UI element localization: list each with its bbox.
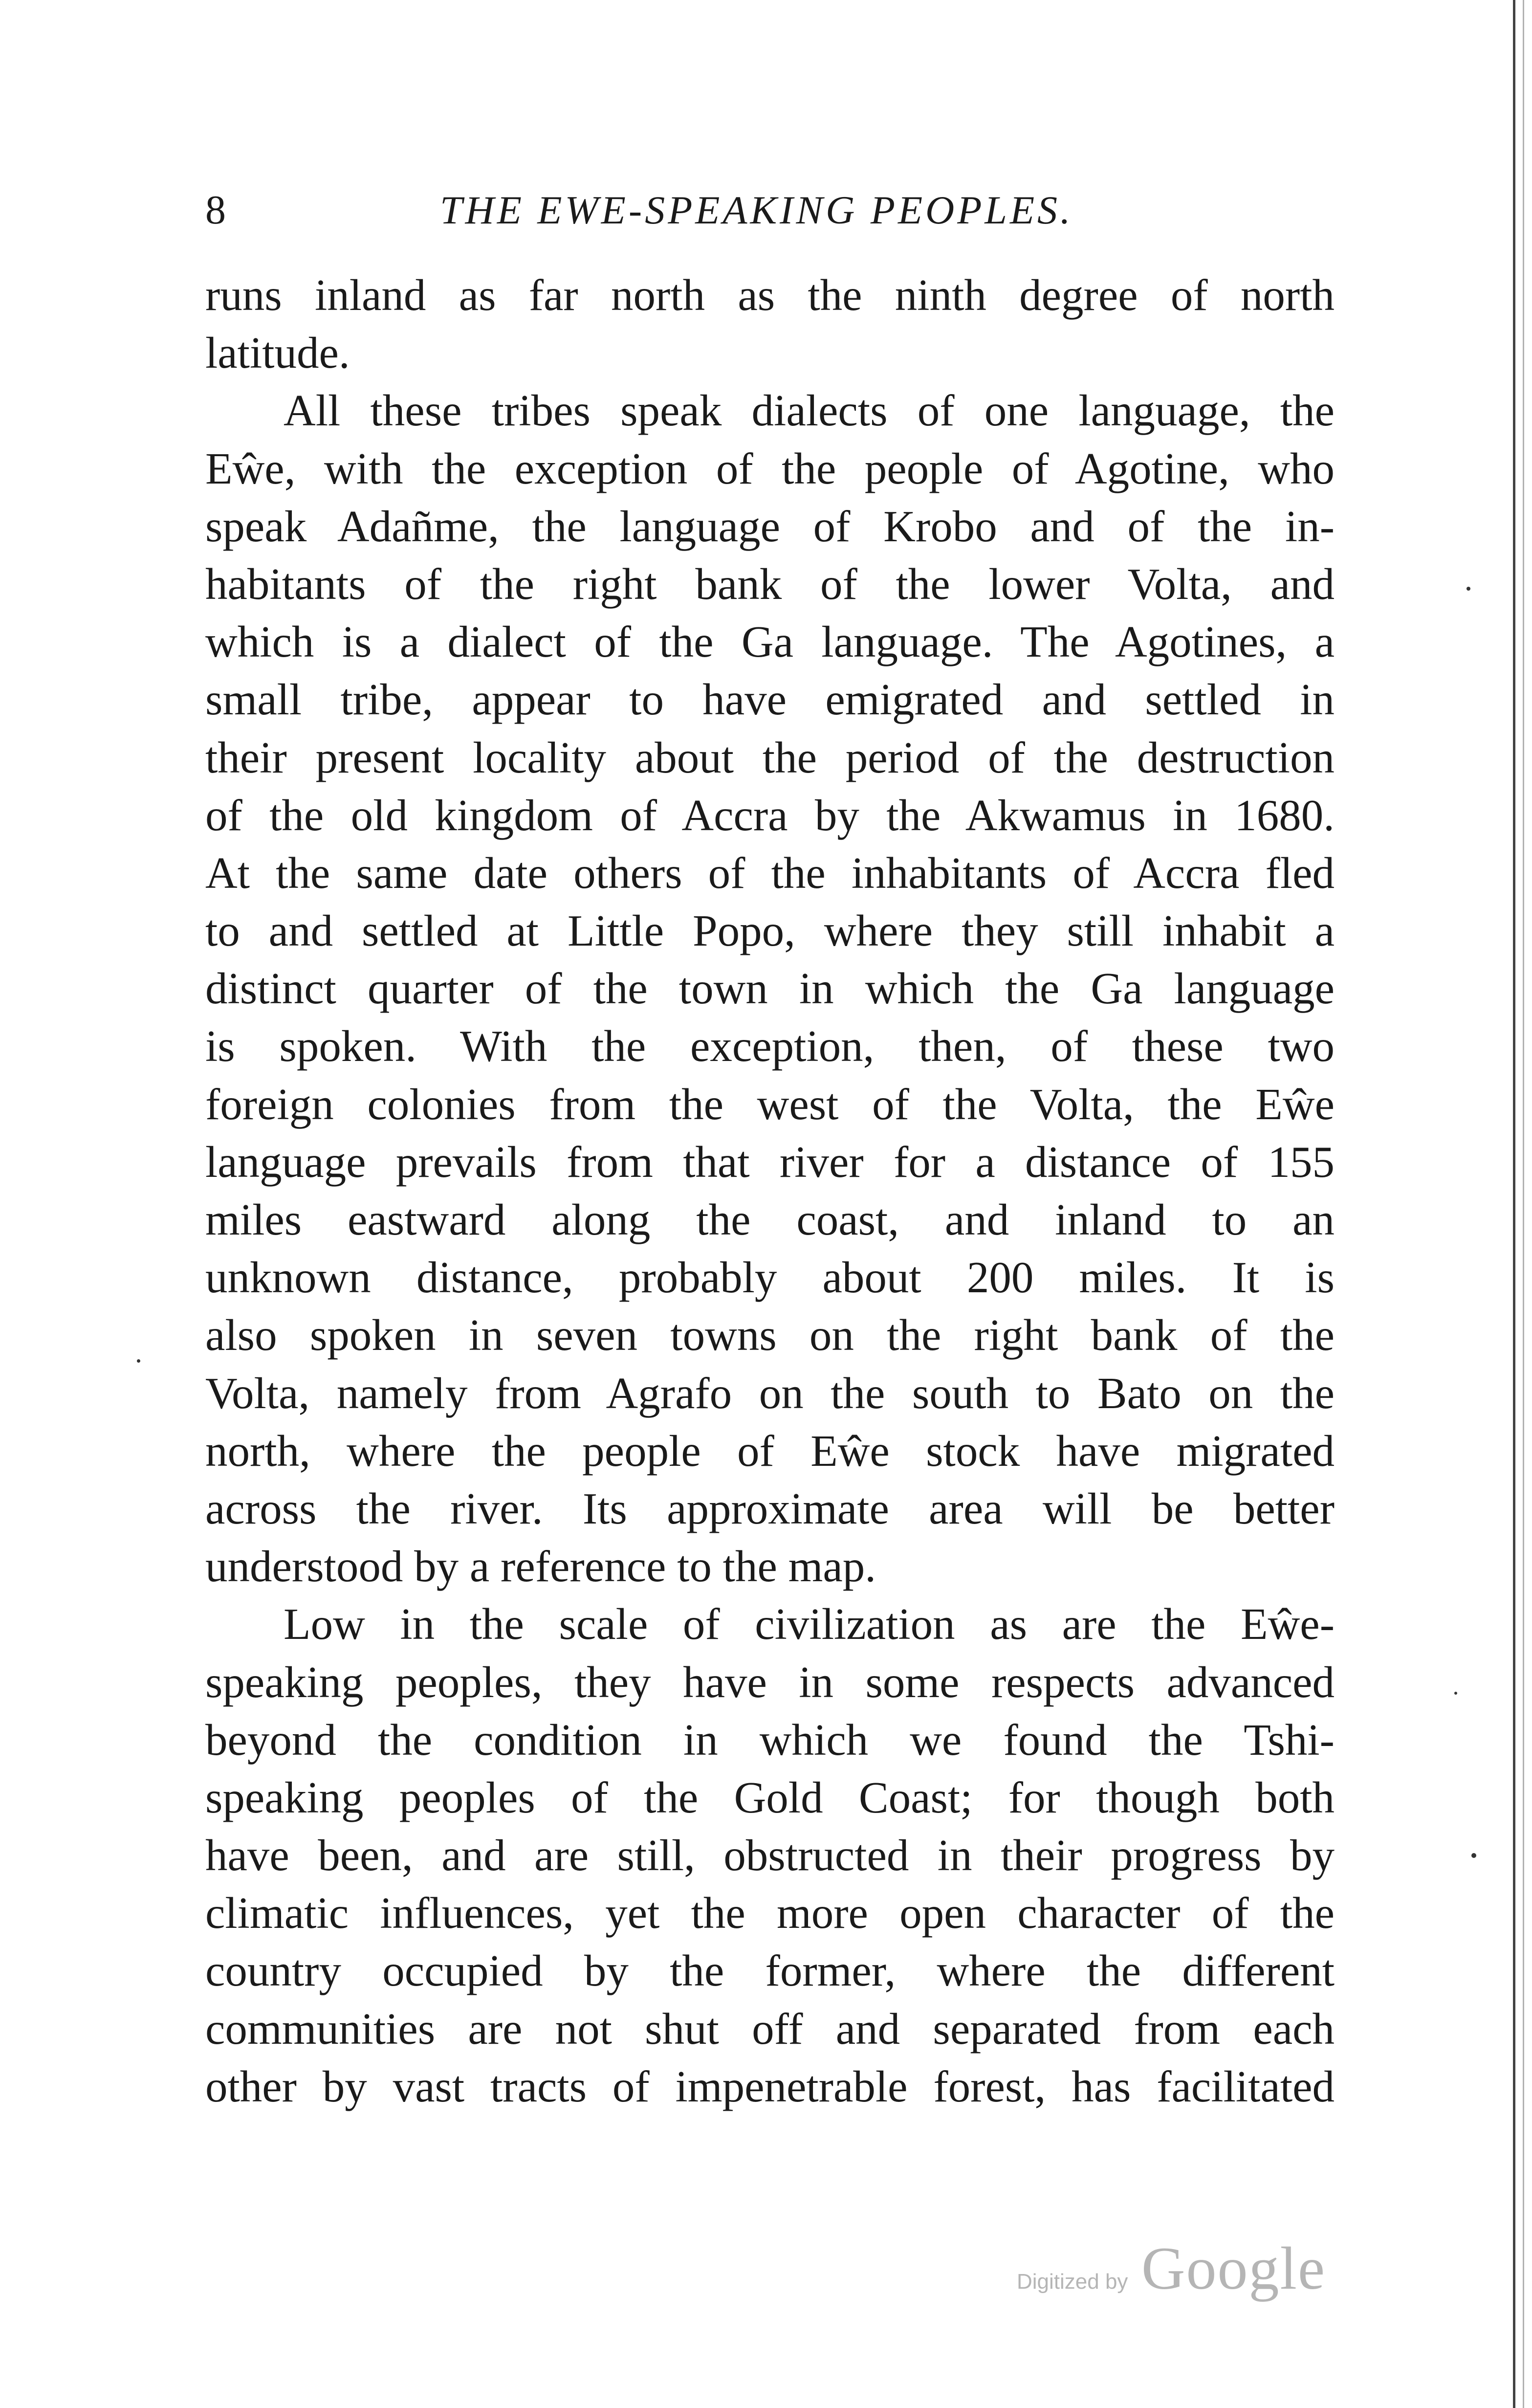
running-title: THE EWE-SPEAKING PEOPLES. <box>440 188 1073 232</box>
text-line: also spoken in seven towns on the right bank of the <box>205 1310 1335 1360</box>
text-line: of the old kingdom of Accra by the Akwamus in 1680. <box>205 790 1335 840</box>
watermark-google-logo: Google <box>1141 2235 1326 2302</box>
text-line: At the same date others of the inhabitants of Accra fled <box>205 848 1335 898</box>
text-line: which is a dialect of the Ga language. The Agotines, a <box>205 617 1335 667</box>
page-number: 8 <box>205 187 226 233</box>
text-line: Eŵe, with the exception of the people of Agotine, who <box>205 443 1335 493</box>
text-line: is spoken. With the exception, then, of these two <box>205 1021 1335 1071</box>
text-line: to and settled at Little Popo, where they still inhabit a <box>205 906 1335 956</box>
text-line: habitants of the right bank of the lower Volta, and <box>205 559 1335 609</box>
text-line: All these tribes speak dialects of one language, the <box>284 386 1335 436</box>
page-header <box>205 183 1339 237</box>
text-line: foreign colonies from the west of the Volta, the Eŵe <box>205 1079 1335 1129</box>
text-line: runs inland as far north as the ninth degree of north <box>205 270 1335 320</box>
text-line: communities are not shut off and separated from each <box>205 2004 1335 2054</box>
text-line: north, where the people of Eŵe stock have migrated <box>205 1426 1335 1476</box>
text-line: beyond the condition in which we found the Tshi- <box>205 1715 1335 1765</box>
text-line: miles eastward along the coast, and inland to an <box>205 1195 1335 1244</box>
scan-speck <box>1466 587 1470 591</box>
watermark-digitized-by: Digitized by <box>1017 2270 1128 2294</box>
text-line: Low in the scale of civilization as are the Eŵe- <box>284 1599 1335 1649</box>
text-line: Volta, namely from Agrafo on the south to Bato on the <box>205 1368 1335 1418</box>
scan-speck <box>137 1359 140 1363</box>
text-line: latitude. <box>205 328 350 378</box>
scan-speck <box>1454 1692 1457 1695</box>
text-line: country occupied by the former, where the different <box>205 1946 1335 1996</box>
text-line: unknown distance, probably about 200 miles. It is <box>205 1253 1335 1303</box>
text-line: have been, and are still, obstructed in their progress by <box>205 1831 1335 1880</box>
text-line: small tribe, appear to have emigrated and settled in <box>205 675 1335 725</box>
text-line: distinct quarter of the town in which the Ga language <box>205 964 1335 1014</box>
digitized-watermark <box>1017 2237 1339 2305</box>
body-text <box>205 266 1335 2116</box>
text-line: their present locality about the period of the destruction <box>205 732 1335 782</box>
text-line: speak Adañme, the language of Krobo and of the in- <box>205 501 1335 551</box>
text-line: across the river. Its approximate area will be better <box>205 1483 1335 1533</box>
text-line: speaking peoples of the Gold Coast; for though both <box>205 1772 1335 1822</box>
text-line: speaking peoples, they have in some respects advanced <box>205 1657 1335 1707</box>
scan-edge-shadow-faint <box>1523 0 1524 2408</box>
scan-edge-shadow <box>1513 0 1515 2408</box>
text-line: understood by a reference to the map. <box>205 1542 876 1591</box>
text-line: language prevails from that river for a distance of 155 <box>205 1137 1335 1187</box>
text-line: climatic influences, yet the more open character of the <box>205 1888 1335 1938</box>
scan-speck <box>1471 1853 1476 1858</box>
text-line: other by vast tracts of impenetrable forest, has facilitated <box>205 2061 1335 2111</box>
